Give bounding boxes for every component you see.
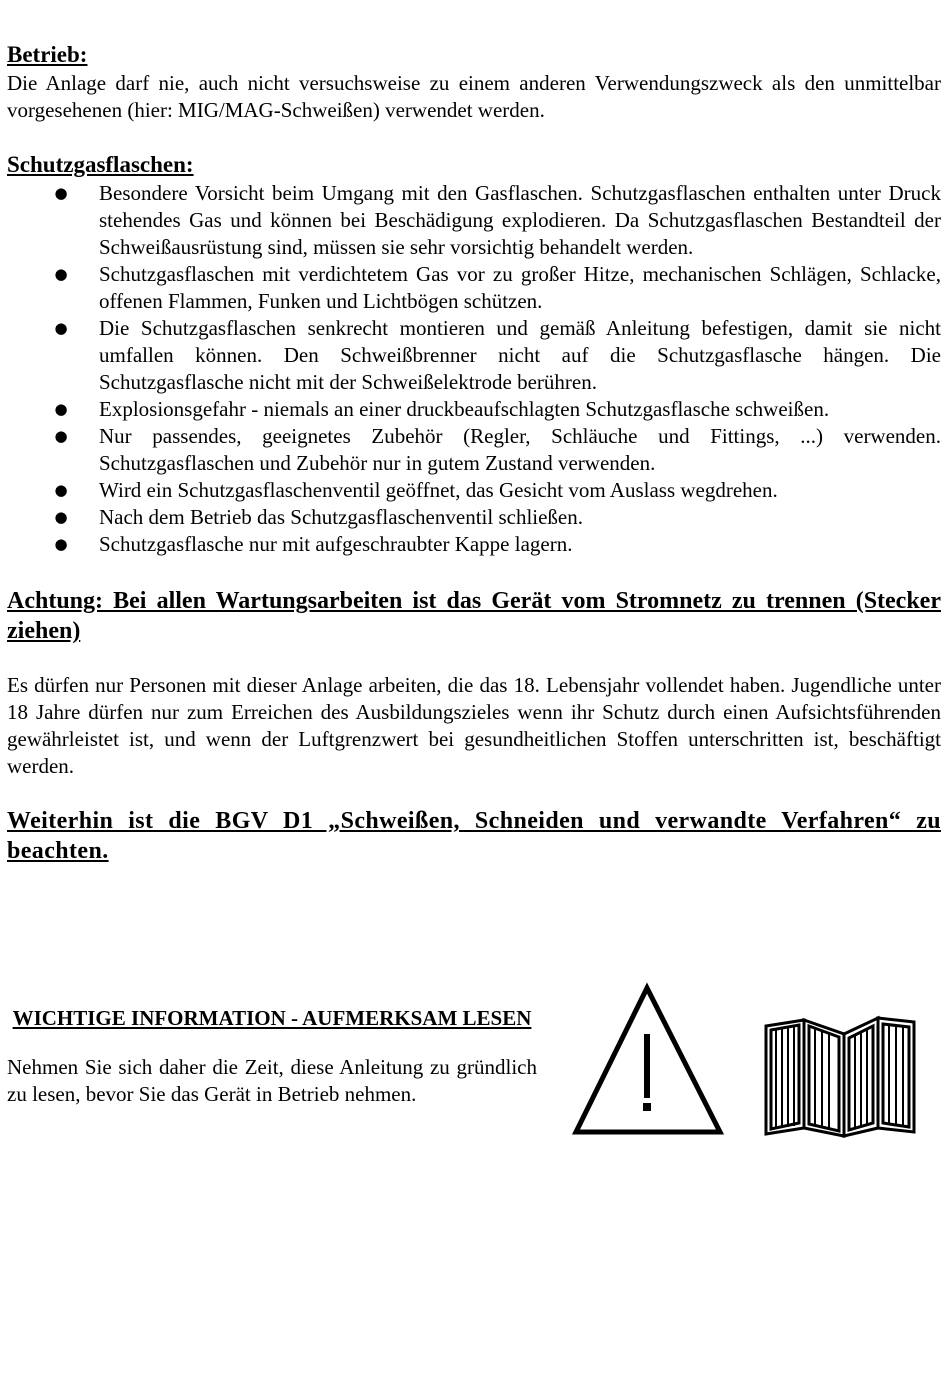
warning-triangle-icon xyxy=(576,988,720,1132)
bullet-icon: ● xyxy=(54,184,68,202)
bullet-icon: ● xyxy=(54,508,68,526)
important-info-block xyxy=(7,1005,537,1108)
list-item: ● Schutzgasflaschen mit verdichtetem Gas vor zu großer Hitze, mechanischen Schlägen, Schlacke, offenen Flammen, Funken und Lichtbögen schützen. xyxy=(54,262,941,313)
list-item: ● Nach dem Betrieb das Schutzgasflaschenventil schließen. xyxy=(54,505,584,529)
betrieb-paragraph: Die Anlage darf nie, auch nicht versuchsweise zu einem anderen Verwendungszweck als den unmittelbar vorgesehenen (hier: MIG/MAG-Schweißen) verwendet werden. xyxy=(7,71,941,122)
personen-paragraph: Es dürfen nur Personen mit dieser Anlage arbeiten, die das 18. Lebensjahr vollendet haben. Jugendliche unter 18 Jahre dürfen nur zum Erreichen des Ausbildungszieles wenn ihr Schutz durch einen Aufsichtsführenden gewährleistet ist, und wenn der Luftgrenzwert bei gesundheitlichen Stoffen unterschritten ist, beschäftigt werden. xyxy=(7,673,941,778)
section-heading-schutzgasflaschen: Schutzgasflaschen: xyxy=(7,152,194,177)
section-heading-betrieb: Betrieb: xyxy=(7,42,88,67)
schutzgas-list xyxy=(7,180,941,558)
list-item: ● Besondere Vorsicht beim Umgang mit den Gasflaschen. Schutzgasflaschen enthalten unter Druck stehendes Gas und können bei Beschädigung explodieren. Da Schutzgasflaschen Bestandteil der Schweißausrüstung sind, müssen sie sehr vorsichtig behandelt werden. xyxy=(54,181,941,259)
list-item: ● Wird ein Schutzgasflaschenventil geöffnet, das Gesicht vom Auslass wegdrehen. xyxy=(54,478,778,502)
important-info-text: Nehmen Sie sich daher die Zeit, diese Anleitung zu gründlich zu lesen, bevor Sie das Gerät in Betrieb nehmen. xyxy=(7,1055,537,1106)
bullet-icon: ● xyxy=(54,319,68,337)
document-page xyxy=(7,40,941,866)
icon-group xyxy=(570,982,920,1142)
achtung-heading: Achtung: Bei allen Wartungsarbeiten ist das Gerät vom Stromnetz zu trennen (Stecker ziehen) xyxy=(7,588,941,644)
important-info-title: WICHTIGE INFORMATION - AUFMERKSAM LESEN xyxy=(12,1006,532,1030)
list-item: ● Die Schutzgasflaschen senkrecht montieren und gemäß Anleitung befestigen, damit sie nicht umfallen können. Den Schweißbrenner nicht auf die Schutzgasflasche hängen. Die Schutzgasflasche nicht mit der Schweißelektrode berühren. xyxy=(54,316,941,394)
list-item: ● Nur passendes, geeignetes Zubehör (Regler, Schläuche und Fittings, ...) verwenden. Schutzgasflaschen und Zubehör nur in gutem Zustand verwenden. xyxy=(54,424,941,475)
bullet-icon: ● xyxy=(54,427,68,445)
bullet-icon: ● xyxy=(54,265,68,283)
list-item: ● Explosionsgefahr - niemals an einer druckbeaufschlagten Schutzgasflasche schweißen. xyxy=(54,397,830,421)
bullet-icon: ● xyxy=(54,400,68,418)
list-item: ● Schutzgasflasche nur mit aufgeschraubter Kappe lagern. xyxy=(54,532,573,556)
manual-book-icon xyxy=(766,1018,914,1136)
bullet-icon: ● xyxy=(54,535,68,553)
bullet-icon: ● xyxy=(54,481,68,499)
icons-svg xyxy=(570,982,920,1142)
bgv-heading: Weiterhin ist die BGV D1 „Schweißen, Schneiden und verwandte Verfahren“ zu beachten. xyxy=(7,808,941,864)
